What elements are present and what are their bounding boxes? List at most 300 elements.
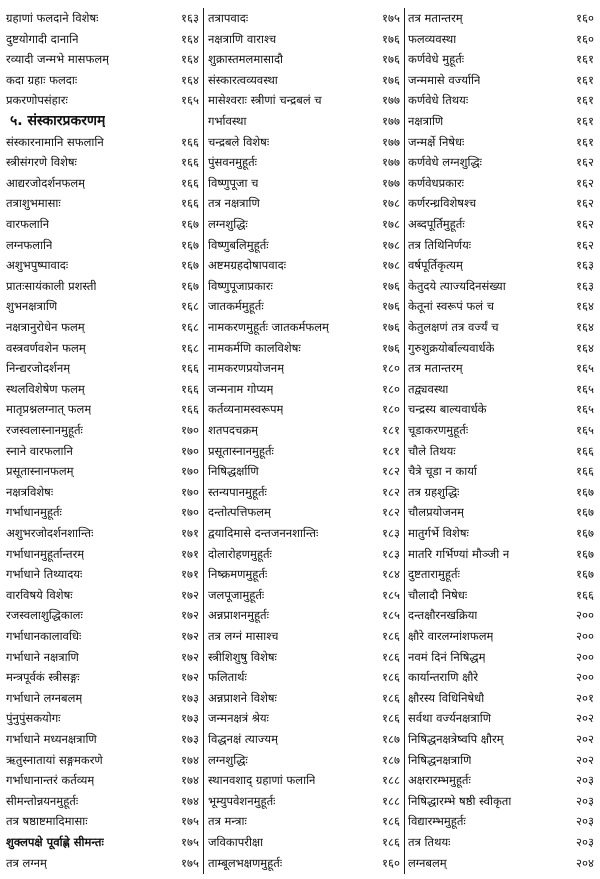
entry-page-number: १८७ (382, 752, 400, 767)
index-entry (4, 70, 201, 91)
entry-page-number: १८८ (382, 773, 400, 788)
index-entry (206, 8, 402, 29)
index-entry (4, 152, 201, 173)
index-entry (406, 461, 596, 482)
entry-page-number: १८१ (382, 443, 400, 458)
entry-title: गर्भावस्था (208, 114, 247, 128)
entry-page-number: १६४ (576, 299, 594, 314)
entry-page-number: १७० (181, 423, 199, 437)
entry-title: भूम्युपवेशनमुहूर्तः (208, 793, 276, 808)
index-entry (4, 338, 201, 359)
entry-title: ऋतुस्नातायां सङ्गमकरणे (6, 752, 103, 767)
index-entry (406, 482, 596, 503)
entry-title: तत्र मन्त्राः (208, 814, 247, 829)
index-entry (406, 8, 596, 29)
entry-page-number: १६७ (576, 505, 594, 520)
entry-page-number: १८६ (382, 814, 400, 829)
index-entry (206, 338, 402, 359)
entry-title: गर्भाधानान्तरं कर्तव्यम् (6, 773, 95, 788)
index-column-1 (4, 8, 201, 874)
index-entry (206, 173, 402, 194)
section-heading (4, 111, 201, 132)
entry-page-number: १७५ (382, 11, 400, 25)
index-entry (206, 276, 402, 297)
entry-title: निषिद्धनक्षत्राणि (408, 752, 472, 767)
entry-page-number: १८५ (382, 608, 400, 623)
entry-page-number: १७६ (382, 299, 400, 314)
entry-page-number: १७६ (382, 52, 400, 67)
entry-title: लग्नशुद्धिः (208, 752, 248, 767)
entry-page-number: १६६ (181, 381, 199, 396)
entry-page-number: १६५ (576, 423, 594, 437)
entry-page-number: १८६ (382, 711, 400, 726)
entry-title: जन्मर्क्षे निषेधः (408, 134, 465, 149)
entry-page-number: २०२ (576, 711, 594, 726)
index-entry (4, 461, 201, 482)
entry-title: तत्र षष्ठाष्टमादिमासाः (6, 814, 88, 829)
entry-page-number: १७२ (181, 629, 199, 643)
entry-title: निषिद्धारम्भे षष्ठी स्वीकृता (408, 793, 512, 808)
entry-page-number: १८४ (382, 567, 400, 582)
index-entry (406, 729, 596, 750)
index-entry (206, 853, 402, 874)
entry-title: कर्तव्यनामस्वरूपम् (208, 402, 284, 417)
entry-title: शुभनक्षत्राणि (6, 299, 58, 314)
entry-page-number: १७० (181, 464, 199, 479)
column-divider (404, 8, 405, 874)
entry-page-number: १६२ (576, 175, 594, 190)
entry-title: चन्द्रबले विशेषः (208, 134, 270, 149)
index-entry (4, 811, 201, 832)
entry-title: तत्र लग्नं मासाश्च (208, 629, 279, 643)
entry-title: अन्नप्राशने विशेषः (208, 690, 277, 705)
index-entry (4, 502, 201, 523)
index-entry (406, 90, 596, 111)
index-entry (4, 441, 201, 462)
entry-page-number: १८३ (382, 546, 400, 561)
entry-page-number: १६७ (576, 567, 594, 582)
entry-page-number: २०० (576, 670, 594, 685)
index-entry (206, 626, 402, 647)
index-entry (4, 667, 201, 688)
entry-title: गर्भाधाने मध्यनक्षत्राणि (6, 732, 97, 746)
index-entry (406, 564, 596, 585)
index-entry (206, 296, 402, 317)
entry-title: अशुभपुष्पावादः (6, 258, 69, 273)
entry-title: दोलारोहणमुहूर्तः (208, 546, 272, 561)
entry-page-number: १६१ (576, 72, 594, 87)
entry-title: केतूनां स्वरूपं फलं च (408, 299, 495, 314)
entry-title: कार्यान्तराणि क्षौरे (408, 670, 479, 685)
index-entry (206, 49, 402, 70)
entry-page-number: १६५ (576, 361, 594, 376)
entry-page-number: १८६ (382, 670, 400, 685)
entry-title: प्रसूतास्नानमुहूर्तः (208, 443, 274, 458)
entry-page-number: १६६ (181, 361, 199, 376)
entry-title: अष्टमग्रहदोषापवादः (208, 258, 287, 273)
entry-title: नामकरणप्रयोजनम् (208, 361, 285, 376)
entry-page-number: १६५ (181, 93, 199, 108)
entry-title: चौलप्रयोजनम् (408, 505, 465, 520)
entry-title: चौलादौ निषेधः (408, 587, 468, 602)
index-entry (406, 111, 596, 132)
entry-title: निष्क्रमणमुहूर्तः (208, 567, 268, 582)
index-entry (206, 214, 402, 235)
entry-title: जविकापरीक्षा (208, 835, 264, 849)
index-entry (406, 502, 596, 523)
entry-page-number: १८२ (382, 484, 400, 499)
index-entry (4, 605, 201, 626)
entry-title: स्नाने वारफलानि (6, 443, 73, 458)
entry-title: तत्राशुभमासाः (6, 196, 61, 211)
entry-title: चैत्रे चूडा न कार्या (408, 464, 477, 479)
index-entry (206, 523, 402, 544)
entry-title: कर्णवेधे लग्नशुद्धिः (408, 155, 482, 170)
entry-title: स्थानवशाद् ग्रहाणां फलानि (208, 773, 316, 788)
entry-page-number: २०२ (576, 732, 594, 746)
entry-title: तत्रापवादः (208, 11, 249, 25)
entry-title: वारफलानि (6, 217, 50, 231)
index-entry (4, 564, 201, 585)
index-entry (406, 358, 596, 379)
entry-title: केतुलक्षणं तत्र वर्ज्यं च (408, 320, 499, 334)
entry-title: फलितार्थः (208, 670, 247, 685)
entry-page-number: १७४ (181, 773, 199, 788)
index-entry (4, 708, 201, 729)
index-entry (206, 90, 402, 111)
entry-page-number: १६१ (576, 52, 594, 67)
entry-title: दुष्टयोगादी दानानि (6, 31, 79, 46)
entry-title: कर्णवेधप्रकारः (408, 175, 464, 190)
index-entry (406, 770, 596, 791)
index-entry (4, 235, 201, 256)
entry-page-number: १८१ (382, 423, 400, 437)
entry-page-number: १७६ (382, 72, 400, 87)
entry-title: मातृप्रश्नलग्नात् फलम् (6, 402, 92, 417)
index-column-3 (406, 8, 596, 874)
entry-title: नक्षत्राणि वाराश्च (208, 31, 277, 46)
entry-title: वारविषये विशेषः (6, 587, 73, 602)
entry-title: जन्मनाम गोप्यम् (208, 381, 274, 396)
entry-page-number: १६२ (576, 217, 594, 231)
entry-title: वर्षपूर्तिकृत्यम् (408, 258, 463, 273)
entry-page-number: १६६ (181, 402, 199, 417)
entry-title: संस्कारत्वव्यवस्था (208, 72, 278, 87)
index-entry (4, 276, 201, 297)
index-entry (206, 811, 402, 832)
entry-title: अन्नप्राशनमुहूर्तः (208, 608, 269, 623)
entry-title: नामकरणमुहूर्तः जातकर्मफलम् (208, 320, 329, 334)
index-entry (206, 70, 402, 91)
index-entry (406, 379, 596, 400)
entry-page-number: २०४ (576, 855, 594, 870)
entry-title: विष्णुपूजाप्रकारः (208, 278, 273, 293)
entry-title: प्रसूतास्नानफलम् (6, 464, 74, 479)
index-entry (206, 502, 402, 523)
entry-title: ५. संस्कारप्रकरणम् (10, 113, 106, 129)
index-entry (206, 605, 402, 626)
index-entry (206, 708, 402, 729)
entry-title: जन्ममासे वर्ज्यानि (408, 72, 481, 87)
entry-page-number: १६७ (576, 526, 594, 540)
entry-page-number: १७६ (382, 340, 400, 355)
entry-title: विष्णुपूजा च (208, 175, 259, 190)
entry-page-number: २०० (576, 649, 594, 664)
index-entry (406, 832, 596, 853)
entry-page-number: १७६ (382, 31, 400, 46)
index-entry (206, 358, 402, 379)
entry-title: शतपदचक्रम् (208, 423, 259, 437)
entry-page-number: १८६ (382, 649, 400, 664)
entry-title: मन्त्रपूर्वकं स्त्रीसङ्गः (6, 670, 80, 685)
index-entry (406, 173, 596, 194)
entry-page-number: १६३ (181, 11, 199, 25)
index-entry (406, 193, 596, 214)
entry-title: नवमं दिनं निषिद्धम् (408, 649, 486, 664)
entry-page-number: १७२ (181, 670, 199, 685)
entry-title: सीमन्तोन्नयनमुहूर्तः (6, 793, 79, 808)
entry-page-number: १७७ (382, 134, 400, 149)
index-entry (206, 235, 402, 256)
entry-page-number: १७४ (181, 793, 199, 808)
entry-title: जलपूजामुहूर्तः (208, 587, 265, 602)
entry-page-number: २०३ (576, 793, 594, 808)
index-entry (4, 8, 201, 29)
entry-page-number: १६४ (576, 320, 594, 334)
entry-page-number: १६४ (181, 52, 199, 67)
index-entry (4, 193, 201, 214)
entry-page-number: २०३ (576, 835, 594, 849)
entry-page-number: १७७ (382, 114, 400, 128)
entry-page-number: १८२ (382, 464, 400, 479)
entry-title: प्रातःसायंकाली प्रशस्ती (6, 278, 97, 293)
entry-title: अशुभरजोदर्शनशान्तिः (6, 526, 94, 540)
index-entry (206, 770, 402, 791)
index-entry (206, 688, 402, 709)
entry-page-number: १७८ (382, 217, 400, 231)
entry-title: गर्भाधानमुहूर्तान्तरम् (6, 546, 85, 561)
entry-title: स्त्रीशिशुषु विशेषः (208, 649, 277, 664)
index-entry (206, 441, 402, 462)
entry-title: आद्यरजोदर्शनफलम् (6, 175, 86, 190)
entry-title: ताम्बूलभक्षणमुहूर्तः (208, 855, 283, 870)
entry-title: रजस्वलास्नानमुहूर्तः (6, 423, 83, 437)
entry-page-number: १८७ (382, 732, 400, 746)
entry-title: तत्र ग्रहशुद्धिः (408, 484, 460, 499)
index-entry (4, 770, 201, 791)
index-entry (4, 853, 201, 874)
index-entry (206, 729, 402, 750)
entry-page-number: १७८ (382, 237, 400, 252)
entry-page-number: १६८ (181, 320, 199, 334)
entry-page-number: १७५ (181, 855, 199, 870)
entry-title: ग्रहाणां फलदाने विशेषः (6, 11, 99, 25)
entry-title: गुरुशुक्रयोर्बाल्यवार्धके (408, 340, 495, 355)
entry-page-number: १६८ (181, 340, 199, 355)
entry-title: कर्णवेधे तिथयः (408, 93, 469, 108)
index-entry (206, 317, 402, 338)
entry-page-number: १७७ (382, 93, 400, 108)
entry-title: विष्णुबलिमुहूर्तः (208, 237, 269, 252)
index-entry (406, 255, 596, 276)
entry-page-number: १६१ (576, 134, 594, 149)
index-entry (4, 585, 201, 606)
index-entry (406, 750, 596, 771)
entry-title: प्रकरणोपसंहारः (6, 93, 68, 108)
index-entry (4, 523, 201, 544)
entry-page-number: १६६ (576, 443, 594, 458)
entry-page-number: २०१ (576, 690, 594, 705)
entry-page-number: १६४ (181, 72, 199, 87)
entry-title: कदा ग्रहाः फलदाः (6, 72, 78, 87)
entry-page-number: १६७ (181, 237, 199, 252)
entry-title: मासेश्वराः स्त्रीणां चन्द्रबलं च (208, 93, 322, 108)
entry-page-number: १७२ (181, 649, 199, 664)
index-entry (206, 152, 402, 173)
index-entry (406, 544, 596, 565)
entry-page-number: २०० (576, 629, 594, 643)
index-entry (4, 132, 201, 153)
entry-title: मातुर्गर्भे विशेषः (408, 526, 469, 540)
entry-title: नक्षत्रविशेषः (6, 484, 54, 499)
entry-page-number: १६५ (576, 402, 594, 417)
entry-title: लग्नफलानि (6, 237, 53, 252)
index-entry (206, 544, 402, 565)
entry-page-number: १७० (181, 443, 199, 458)
entry-title: चन्द्रस्य बाल्यवार्धके (408, 402, 487, 417)
entry-page-number: १८० (382, 361, 400, 376)
entry-page-number: १६० (576, 31, 594, 46)
entry-title: शुक्रास्तमलमासादौ (208, 52, 284, 67)
entry-page-number: १६७ (576, 484, 594, 499)
entry-title: तत्र मतान्तरम् (408, 361, 463, 376)
entry-page-number: १८५ (382, 587, 400, 602)
index-column-2 (206, 8, 402, 874)
entry-page-number: १७३ (181, 732, 199, 746)
entry-page-number: १६८ (181, 299, 199, 314)
entry-title: तत्र तिथयः (408, 835, 451, 849)
entry-title: निषिद्धनक्षत्रेष्वपि क्षौरम् (408, 732, 504, 746)
entry-title: द्वयादिमासे दन्तजननशान्तिः (208, 526, 319, 540)
index-entry (406, 49, 596, 70)
entry-title: तत्र तिथिनिर्णयः (408, 237, 472, 252)
entry-page-number: २०३ (576, 773, 594, 788)
index-entry (406, 235, 596, 256)
index-entry (206, 420, 402, 441)
index-entry (406, 791, 596, 812)
entry-page-number: १६७ (181, 278, 199, 293)
entry-title: विद्यारम्भमुहूर्तः (408, 814, 466, 829)
index-entry (406, 811, 596, 832)
index-entry (206, 461, 402, 482)
entry-page-number: १६३ (576, 258, 594, 273)
entry-title: स्त्रीसंगरणे विशेषः (6, 155, 77, 170)
index-entry (406, 853, 596, 874)
entry-page-number: १६७ (181, 258, 199, 273)
entry-page-number: १७५ (181, 835, 199, 849)
entry-page-number: १६० (576, 11, 594, 25)
index-entry (4, 296, 201, 317)
index-entry (206, 482, 402, 503)
entry-page-number: २०० (576, 608, 594, 623)
entry-page-number: १७१ (181, 546, 199, 561)
entry-title: क्षौरस्य विधिनिषेधौ (408, 690, 485, 705)
entry-page-number: १७५ (181, 814, 199, 829)
index-entry (4, 482, 201, 503)
entry-page-number: १८६ (382, 629, 400, 643)
index-entry (206, 111, 402, 132)
entry-page-number: १७१ (181, 526, 199, 540)
index-entry (206, 255, 402, 276)
entry-title: कर्णरन्ध्रविशेषश्च (408, 196, 477, 211)
index-entry (406, 276, 596, 297)
index-entry (4, 317, 201, 338)
entry-title: तत्र मतान्तरम् (408, 11, 463, 25)
index-entry (206, 132, 402, 153)
index-entry (4, 420, 201, 441)
entry-title: तत्र लग्नम् (6, 855, 47, 870)
entry-page-number: १७७ (382, 175, 400, 190)
entry-page-number: १६६ (181, 134, 199, 149)
index-entry (406, 152, 596, 173)
entry-title: अक्षरारम्भमुहूर्तः (408, 773, 471, 788)
index-entry (206, 379, 402, 400)
entry-title: गर्भाधाने तिथ्यादयः (6, 567, 83, 582)
index-entry (4, 379, 201, 400)
index-page (4, 8, 596, 874)
entry-title: पुंसवनमुहूर्तः (208, 155, 257, 170)
index-entry (406, 626, 596, 647)
entry-title: पुंनुपुंसकयोगः (6, 711, 61, 726)
entry-title: गर्भाधाने नक्षत्राणि (6, 649, 79, 664)
entry-title: संस्कारनामानि सफलानि (6, 134, 104, 149)
entry-page-number: १७७ (382, 155, 400, 170)
index-entry (4, 214, 201, 235)
entry-page-number: १६४ (181, 31, 199, 46)
entry-title: निषिद्धर्क्षाणि (208, 464, 259, 479)
entry-page-number: १७६ (382, 278, 400, 293)
entry-page-number: २०२ (576, 752, 594, 767)
entry-title: स्थलविशेषेण फलम् (6, 381, 85, 396)
index-entry (406, 214, 596, 235)
entry-title: चूडाकरणमुहूर्तः (408, 423, 469, 437)
entry-title: दन्तोत्पत्तिफलम् (208, 505, 271, 520)
entry-page-number: १६६ (181, 155, 199, 170)
entry-page-number: १६७ (576, 546, 594, 561)
index-entry (206, 29, 402, 50)
entry-page-number: १६२ (576, 196, 594, 211)
index-entry (406, 132, 596, 153)
entry-page-number: १६१ (576, 93, 594, 108)
index-entry (206, 750, 402, 771)
entry-title: गर्भाधानकालावधिः (6, 629, 82, 643)
entry-title: गर्भाधानमुहूर्तः (6, 505, 62, 520)
entry-page-number: १६६ (576, 464, 594, 479)
entry-page-number: १७२ (181, 587, 199, 602)
entry-title: चौले तिथयः (408, 443, 456, 458)
entry-page-number: १७१ (181, 567, 199, 582)
entry-page-number: १७८ (382, 196, 400, 211)
index-entry (206, 399, 402, 420)
entry-page-number: १७८ (382, 258, 400, 273)
column-divider (203, 8, 204, 874)
index-entry (4, 647, 201, 668)
entry-title: वस्त्रवर्णवशेन फलम् (6, 340, 86, 355)
entry-page-number: १६१ (576, 114, 594, 128)
index-entry (206, 791, 402, 812)
index-entry (406, 296, 596, 317)
entry-page-number: १६२ (576, 155, 594, 170)
